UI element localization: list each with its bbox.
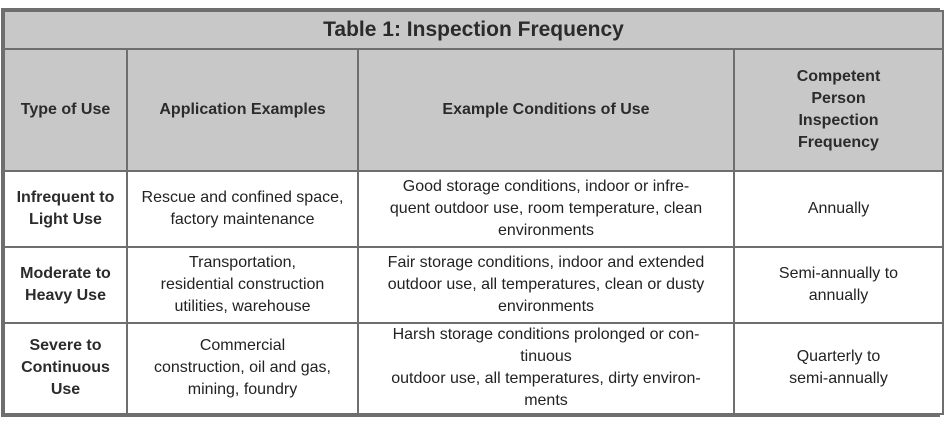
table-row — [4, 323, 943, 414]
header-line: Competent — [796, 68, 881, 86]
cell-line: Good storage conditions, indoor or infre- — [402, 177, 690, 195]
cell-line: environments — [497, 221, 595, 239]
header-row — [4, 49, 943, 171]
conditions-cell — [358, 247, 734, 323]
frequency-cell — [734, 323, 943, 414]
cell-line: factory maintenance — [170, 210, 315, 228]
header-line: Inspection — [798, 112, 879, 130]
application-examples-cell — [127, 171, 358, 247]
header-inspection-frequency — [734, 49, 943, 171]
cell-line: Commercial — [199, 337, 286, 355]
cell-line: Moderate to — [20, 264, 111, 282]
header-line: Frequency — [798, 134, 879, 152]
cell-line: outdoor use, all temperatures, clean or dusty — [387, 275, 705, 293]
cell-line: Light Use — [29, 210, 102, 228]
cell-line: Harsh storage conditions prolonged or con- — [392, 326, 700, 344]
application-examples-cell — [127, 247, 358, 323]
title-row — [4, 11, 943, 49]
cell-line: Annually — [807, 199, 870, 217]
table-row — [4, 247, 943, 323]
cell-line: outdoor use, all temperatures, dirty environ- — [391, 370, 701, 388]
table — [3, 10, 944, 415]
header-application-examples — [127, 49, 358, 171]
type-of-use-cell — [4, 171, 127, 247]
cell-line: Rescue and confined space, — [141, 188, 344, 206]
header-line: Example Conditions of Use — [442, 101, 650, 119]
cell-line: quent outdoor use, room temperature, clean — [389, 199, 703, 217]
frequency-cell — [734, 247, 943, 323]
table-title: Table 1: Inspection Frequency — [4, 11, 943, 49]
cell-line: residential construction — [160, 275, 325, 293]
header-line: Person — [811, 90, 866, 108]
cell-line: Heavy Use — [25, 286, 106, 304]
cell-line: environments — [497, 297, 595, 315]
header-conditions-of-use — [358, 49, 734, 171]
frequency-cell — [734, 171, 943, 247]
inspection-frequency-table — [1, 8, 940, 417]
cell-line: mining, foundry — [187, 381, 298, 399]
cell-line: Quarterly to — [796, 348, 881, 366]
conditions-cell — [358, 171, 734, 247]
cell-line: Transportation, — [188, 253, 296, 271]
table-row — [4, 171, 943, 247]
cell-line: annually — [808, 286, 869, 304]
cell-line: ments — [524, 392, 568, 410]
cell-line: utilities, warehouse — [174, 297, 311, 315]
application-examples-cell — [127, 323, 358, 414]
type-of-use-cell — [4, 247, 127, 323]
header-line: Application Examples — [159, 101, 326, 119]
cell-line: Fair storage conditions, indoor and extended — [387, 253, 705, 271]
cell-line: semi-annually — [789, 370, 888, 388]
cell-line: Severe to — [29, 337, 102, 355]
cell-line: construction, oil and gas, — [154, 359, 331, 377]
cell-line: Continuous — [21, 359, 110, 377]
cell-line: Use — [50, 381, 81, 399]
conditions-cell — [358, 323, 734, 414]
cell-line: Infrequent to — [16, 188, 115, 206]
type-of-use-cell — [4, 323, 127, 414]
header-type-of-use — [4, 49, 127, 171]
header-line: Type of Use — [20, 101, 111, 119]
cell-line: Semi-annually to — [778, 264, 899, 282]
cell-line: tinuous — [520, 348, 572, 366]
